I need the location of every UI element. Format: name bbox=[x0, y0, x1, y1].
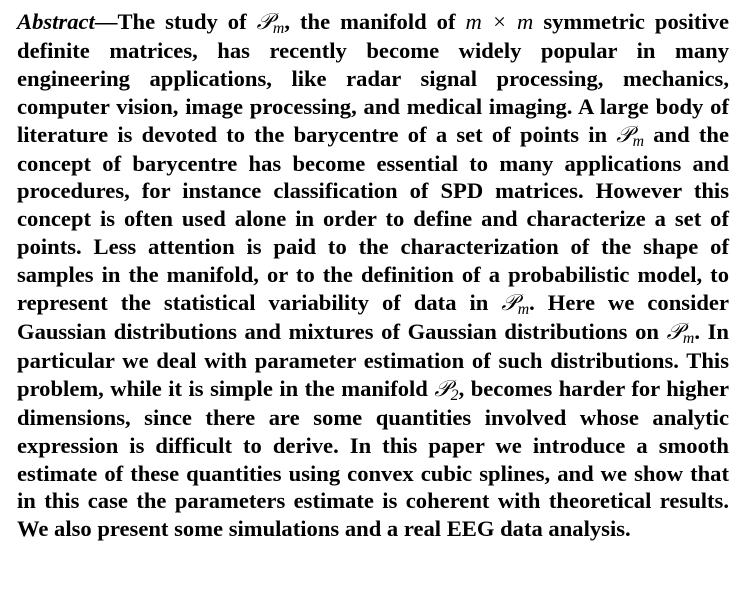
abstract-heading: Abstract bbox=[17, 9, 95, 34]
abstract-text-1: The study of bbox=[117, 9, 257, 34]
abstract-text-4: and the concept of barycentre has become essential to many applications and procedures, for instance classification of SPD matrices. However this concept is often used alone in order to define and characterize a set of points. Less attention is paid to the characterization of the shape of samples in the manifold, or to the definition of a probabilistic model, to represent the statistical variability of data in bbox=[17, 121, 729, 316]
manifold-subscript-2: 2 bbox=[450, 386, 459, 404]
abstract-text-5: . Here we consider Gaussian distributions and mixtures of Gaussian distributions on bbox=[17, 290, 729, 344]
abstract-text-7: , becomes harder for higher dimensions, since there are some quantities involved whose analytic expression is difficult to derive. In this paper we introduce a smooth estimate of these quantities using convex cubic splines, and we show that in this case the parameters estimate is coherent with theoretical results. We also present some simulations and a real EEG data analysis. bbox=[17, 375, 729, 542]
manifold-symbol: 𝒫 bbox=[616, 121, 633, 148]
abstract-paragraph bbox=[17, 8, 729, 543]
em-dash: — bbox=[94, 9, 118, 34]
manifold-symbol: 𝒫 bbox=[434, 375, 451, 402]
abstract-text-6: . In particular we deal with parameter estimation of such distributions. This problem, while it is simple in the manifold bbox=[17, 318, 729, 401]
abstract-text-2: , the manifold of bbox=[284, 9, 466, 34]
abstract-text-3: symmetric positive definite matrices, has recently become widely popular in many engineering applications, like radar signal processing, mechanics, computer vision, image processing, and medical imaging. A large body of literature is devoted to the barycentre of a set of points in bbox=[17, 9, 729, 147]
manifold-subscript: m bbox=[272, 19, 285, 37]
manifold-symbol: 𝒫 bbox=[256, 9, 273, 35]
manifold-subscript: m bbox=[682, 329, 695, 347]
manifold-subscript: m bbox=[632, 132, 644, 150]
manifold-subscript: m bbox=[517, 301, 530, 319]
manifold-symbol: 𝒫 bbox=[666, 318, 683, 345]
manifold-symbol: 𝒫 bbox=[501, 290, 518, 317]
matrix-dimension: m × m bbox=[465, 9, 534, 34]
